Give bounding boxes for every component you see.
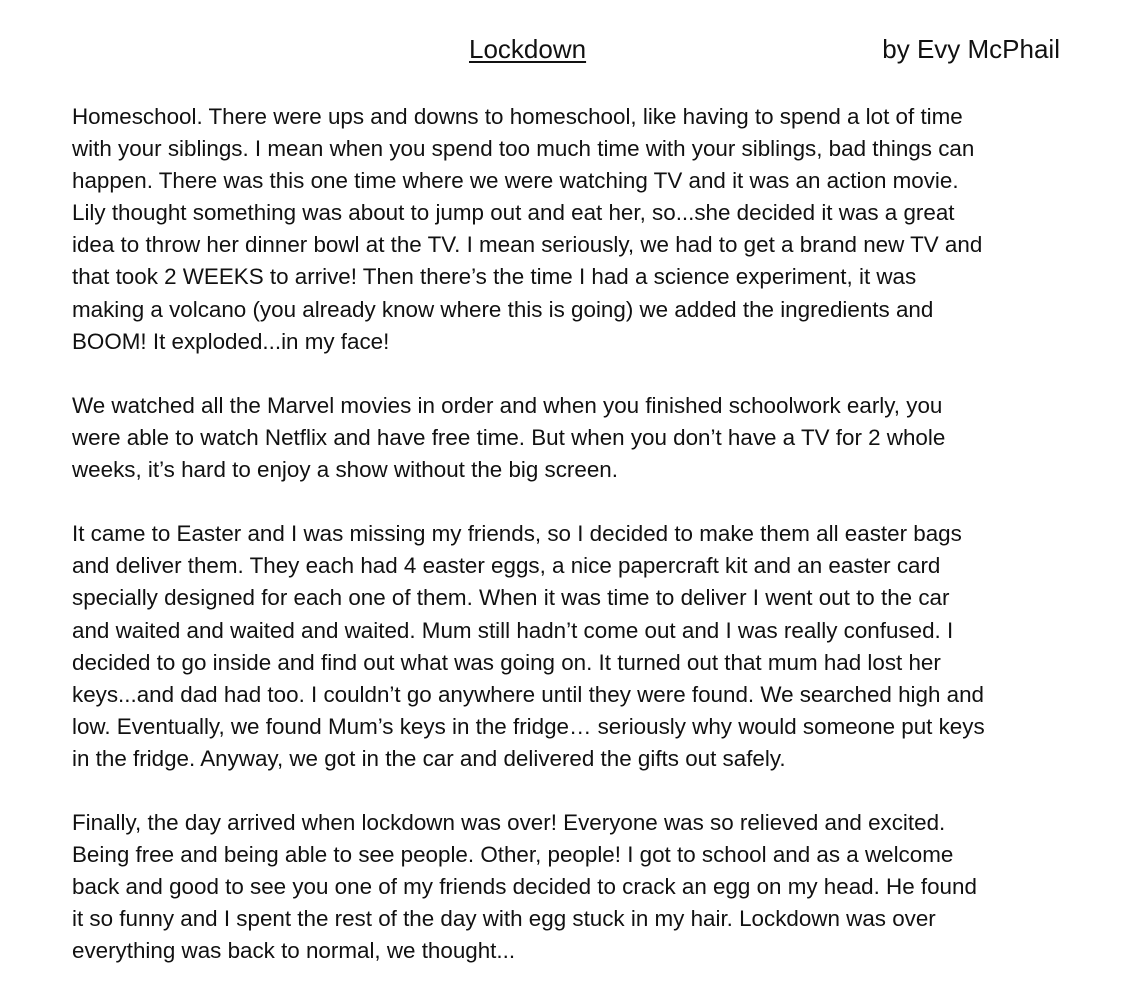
text-line: idea to throw her dinner bowl at the TV. I mean seriously, we had to get a brand new TV and bbox=[72, 232, 983, 258]
text-line: with your siblings. I mean when you spend too much time with your siblings, bad things can bbox=[72, 136, 975, 162]
text-line: in the fridge. Anyway, we got in the car and delivered the gifts out safely. bbox=[72, 745, 786, 771]
text-line: BOOM! It exploded...in my face! bbox=[72, 328, 390, 354]
text-line: Finally, the day arrived when lockdown was over! Everyone was so relieved and excited. bbox=[72, 810, 946, 836]
author-byline: by Evy McPhail bbox=[882, 34, 1060, 64]
text-line: everything was back to normal, we thought... bbox=[72, 938, 516, 964]
text-line: Homeschool. There were ups and downs to homeschool, like having to spend a lot of time bbox=[72, 104, 963, 129]
paragraph-marvel bbox=[72, 390, 1072, 486]
text-line: were able to watch Netflix and have free time. But when you don’t have a TV for 2 whole bbox=[72, 424, 946, 450]
text-line: weeks, it’s hard to enjoy a show without the big screen. bbox=[72, 457, 618, 483]
text-line: it so funny and I spent the rest of the day with egg stuck in my hair. Lockdown was over bbox=[72, 906, 936, 932]
text-line: happen. There was this one time where we were watching TV and it was an action movie. bbox=[72, 168, 959, 194]
text-line: making a volcano (you already know where this is going) we added the ingredients and bbox=[72, 296, 934, 322]
paragraph-homeschool bbox=[72, 101, 1072, 358]
text-line: low. Eventually, we found Mum’s keys in the fridge… seriously why would someone put keys bbox=[72, 713, 985, 739]
text-line: It came to Easter and I was missing my friends, so I decided to make them all easter bags bbox=[72, 521, 962, 547]
text-line: keys...and dad had too. I couldn’t go anywhere until they were found. We searched high and bbox=[72, 681, 984, 707]
text-line: specially designed for each one of them. When it was time to deliver I went out to the car bbox=[72, 585, 950, 611]
text-line: that took 2 WEEKS to arrive! Then there’s the time I had a science experiment, it was bbox=[72, 264, 917, 290]
paragraph-easter bbox=[72, 518, 1072, 775]
document-title: Lockdown bbox=[469, 34, 587, 64]
paragraph-lockdown-over bbox=[72, 807, 1072, 967]
text-line: decided to go inside and find out what was going on. It turned out that mum had lost her bbox=[72, 649, 941, 675]
text-line: and deliver them. They each had 4 easter eggs, a nice papercraft kit and an easter card bbox=[72, 553, 941, 579]
text-line: Being free and being able to see people. Other, people! I got to school and as a welcome bbox=[72, 842, 954, 868]
text-line: back and good to see you one of my friends decided to crack an egg on my head. He found bbox=[72, 874, 977, 900]
text-line: Lily thought something was about to jump out and eat her, so...she decided it was a great bbox=[72, 200, 955, 226]
story-body bbox=[72, 101, 1072, 1000]
text-line: and waited and waited and waited. Mum still hadn’t come out and I was really confused. I bbox=[72, 617, 954, 643]
text-line: We watched all the Marvel movies in order and when you finished schoolwork early, you bbox=[72, 392, 943, 418]
